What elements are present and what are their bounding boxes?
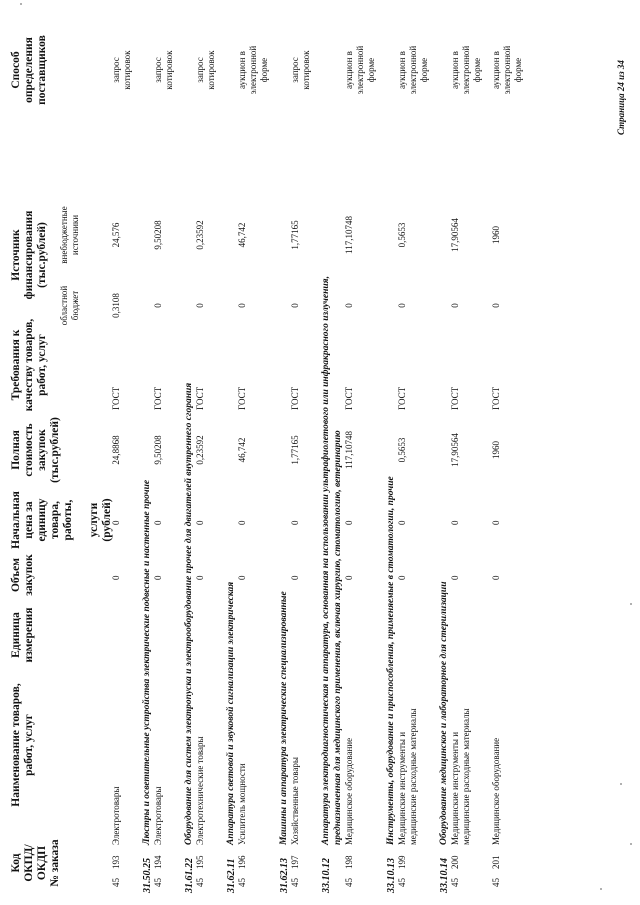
group-code: 31.61.22 xyxy=(184,858,195,893)
row-name: медицинские расходные материалы xyxy=(461,708,471,845)
group-code: 33.10.14 xyxy=(439,858,450,893)
row-method: запрос xyxy=(111,57,121,83)
row-price: 0 xyxy=(237,520,247,525)
row-region: 45 xyxy=(290,878,300,887)
row-volume: 0 xyxy=(344,575,354,580)
header-name: работ, услуг xyxy=(23,714,35,776)
header-financing: Источник xyxy=(10,229,22,281)
header-requirements: Требования к xyxy=(10,329,22,401)
row-method: форме xyxy=(513,57,523,83)
scan-speck xyxy=(630,603,632,605)
header-requirements: работ, услуг xyxy=(36,334,48,396)
header-total: (тыс.рублей) xyxy=(49,417,61,483)
row-requirements: ГОСТ xyxy=(237,386,247,410)
row-method: электронной xyxy=(461,45,471,95)
row-fin-regional: 0 xyxy=(153,303,163,308)
row-requirements: ГОСТ xyxy=(111,386,121,410)
row-number: 196 xyxy=(237,855,247,869)
row-number: 195 xyxy=(195,855,205,869)
row-volume: 0 xyxy=(450,575,460,580)
row-fin-extra: 1960 xyxy=(491,226,501,244)
header-unit: измерения xyxy=(23,607,35,663)
row-method: котировок xyxy=(164,50,174,90)
row-method: котировок xyxy=(122,50,132,90)
row-total: 0,23592 xyxy=(195,435,205,465)
row-method: форме xyxy=(419,57,429,83)
row-total: 117,10748 xyxy=(344,431,354,469)
row-region: 45 xyxy=(153,878,163,887)
header-name: Наименование товаров, xyxy=(10,683,22,807)
row-fin-regional: 0,3108 xyxy=(111,293,121,318)
row-name: Усилитель мощности xyxy=(237,763,247,845)
row-method: запрос xyxy=(195,57,205,83)
row-fin-extra: 117,10748 xyxy=(344,216,354,254)
header-financing: финансирования xyxy=(23,210,35,300)
header-total: стоимость xyxy=(23,423,35,477)
row-region: 45 xyxy=(237,878,247,887)
row-price: 0 xyxy=(344,520,354,525)
row-total: 0,5653 xyxy=(397,437,407,463)
row-volume: 0 xyxy=(237,575,247,580)
row-method: форме xyxy=(472,57,482,83)
header-method: поставщиков xyxy=(36,35,48,105)
row-requirements: ГОСТ xyxy=(491,386,501,410)
row-method: аукцион в xyxy=(397,51,407,89)
row-region: 45 xyxy=(450,878,460,887)
row-number: 201 xyxy=(491,855,501,869)
row-number: 198 xyxy=(344,855,354,869)
row-method: электронной xyxy=(355,45,365,95)
row-number: 199 xyxy=(397,855,407,869)
row-region: 45 xyxy=(195,878,205,887)
row-price: 0 xyxy=(491,520,501,525)
row-fin-regional: 0 xyxy=(491,303,501,308)
row-requirements: ГОСТ xyxy=(397,386,407,410)
row-name: Электротовары xyxy=(153,786,163,845)
row-requirements: ГОСТ xyxy=(344,386,354,410)
row-method: аукцион в xyxy=(450,51,460,89)
header-unit: Единица xyxy=(10,612,22,658)
row-method: аукцион в xyxy=(237,51,247,89)
row-fin-regional: 0 xyxy=(450,303,460,308)
row-region: 45 xyxy=(344,878,354,887)
row-method: электронной xyxy=(502,45,512,95)
group-title: Люстры и осветительные устройства электрические подвесные и настенные прочие xyxy=(142,479,152,845)
row-name: Хозяйственные товары xyxy=(290,757,300,845)
header-method: Способ xyxy=(10,51,22,89)
group-title: Оборудование для систем электропуска и электрооборудование прочее для двигателей внутреннего сгорания xyxy=(184,382,194,845)
row-method: котировок xyxy=(301,50,311,90)
scan-speck xyxy=(600,888,602,890)
row-price: 0 xyxy=(153,520,163,525)
row-region: 45 xyxy=(111,878,121,887)
row-fin-extra: 24,576 xyxy=(111,222,121,248)
row-total: 1,77165 xyxy=(290,435,300,465)
row-name: Медицинское оборудование xyxy=(344,737,354,845)
header-volume: закупок xyxy=(23,554,35,596)
header-code: Код xyxy=(10,853,22,873)
row-region: 45 xyxy=(397,878,407,887)
scan-speck xyxy=(620,783,622,785)
row-total: 17,90564 xyxy=(450,433,460,467)
row-volume: 0 xyxy=(290,575,300,580)
row-total: 24,8868 xyxy=(111,435,121,465)
header-fin-extra: источники xyxy=(70,214,80,256)
scan-speck xyxy=(20,3,22,5)
row-name: медицинские расходные материалы xyxy=(408,708,418,845)
row-requirements: ГОСТ xyxy=(450,386,460,410)
row-price: 0 xyxy=(450,520,460,525)
header-requirements: качеству товаров, xyxy=(23,318,35,412)
row-method: запрос xyxy=(290,57,300,83)
row-fin-extra: 17,90564 xyxy=(450,218,460,252)
header-volume: Объем xyxy=(10,557,22,593)
row-price: 0 xyxy=(397,520,407,525)
row-method: котировок xyxy=(206,50,216,90)
row-requirements: ГОСТ xyxy=(153,386,163,410)
row-fin-regional: 0 xyxy=(237,303,247,308)
group-title: Инструменты, оборудование и приспособления, применяемые в стоматологии, прочие xyxy=(386,476,396,845)
row-method: аукцион в xyxy=(344,51,354,89)
header-fin-regional: бюджет xyxy=(70,290,80,321)
header-code: ОКПД/ xyxy=(23,844,35,882)
row-fin-extra: 0,5653 xyxy=(397,222,407,248)
row-fin-extra: 9,50208 xyxy=(153,220,163,250)
group-code: 31.62.11 xyxy=(226,858,237,893)
header-fin-regional: областной xyxy=(59,285,69,326)
header-financing: (тыс.рублей) xyxy=(36,222,48,288)
header-price: (рублей) xyxy=(101,498,113,542)
header-price: работы, xyxy=(62,499,74,541)
row-number: 193 xyxy=(111,855,121,869)
row-region: 45 xyxy=(491,878,501,887)
row-name: Электротовары xyxy=(111,786,121,845)
group-title: Оборудование медицинское и лабораторное для стерилизации xyxy=(439,581,449,845)
scan-speck xyxy=(630,843,632,845)
header-total: закупок xyxy=(36,429,48,471)
header-total: Полная xyxy=(10,430,22,470)
row-fin-regional: 0 xyxy=(397,303,407,308)
group-code: 33.10.12 xyxy=(321,858,332,893)
row-number: 194 xyxy=(153,855,163,869)
row-volume: 0 xyxy=(491,575,501,580)
page-number: Страница 24 из 34 xyxy=(616,60,626,135)
row-name: Медицинское оборудование xyxy=(491,737,501,845)
row-name: Медицинские инструменты и xyxy=(397,731,407,845)
row-fin-regional: 0 xyxy=(195,303,205,308)
row-method: форме xyxy=(366,57,376,83)
header-code: ОКДП xyxy=(36,845,48,881)
row-total: 1960 xyxy=(491,441,501,459)
row-fin-extra: 1,77165 xyxy=(290,220,300,250)
row-total: 9,50208 xyxy=(153,435,163,465)
row-volume: 0 xyxy=(397,575,407,580)
row-method: электронной xyxy=(248,45,258,95)
group-code: 31.62.13 xyxy=(279,858,290,893)
header-price: Начальная xyxy=(10,491,22,549)
group-title: Машины и аппаратура электрические специализированные xyxy=(279,591,289,845)
row-number: 200 xyxy=(450,855,460,869)
header-price: товара, xyxy=(49,501,61,539)
header-method: определения xyxy=(23,37,35,103)
row-name: Электротехнические товары xyxy=(195,736,205,845)
row-fin-regional: 0 xyxy=(290,303,300,308)
row-name: Медицинские инструменты и xyxy=(450,731,460,845)
row-method: форме xyxy=(259,57,269,83)
row-total: 46,742 xyxy=(237,437,247,463)
header-fin-extra: внебюджетные xyxy=(59,206,69,264)
row-price: 0 xyxy=(111,520,121,525)
row-price: 0 xyxy=(195,520,205,525)
row-requirements: ГОСТ xyxy=(290,386,300,410)
row-requirements: ГОСТ xyxy=(195,386,205,410)
header-price: услуги xyxy=(88,502,100,538)
row-method: запрос xyxy=(153,57,163,83)
row-volume: 0 xyxy=(153,575,163,580)
row-volume: 0 xyxy=(111,575,121,580)
row-fin-regional: 0 xyxy=(344,303,354,308)
group-title: Аппаратура электродиагностическая и аппаратура, основанная на использовании ультрафиолетового или инфракрасного излучения, xyxy=(321,276,331,845)
row-method: аукцион в xyxy=(491,51,501,89)
row-volume: 0 xyxy=(195,575,205,580)
group-title: предназначенная для медицинского применения, включая хирургию, стоматологию, ветеринарию xyxy=(333,430,343,845)
row-number: 197 xyxy=(290,855,300,869)
row-fin-extra: 46,742 xyxy=(237,222,247,248)
row-fin-extra: 0,23592 xyxy=(195,220,205,250)
header-price: цена за xyxy=(23,501,35,539)
group-code: 33.10.13 xyxy=(386,858,397,893)
group-code: 31.50.25 xyxy=(142,858,153,893)
header-code: № заказа xyxy=(49,839,61,887)
group-title: Аппаратура световой и звуковой сигнализации электрическая xyxy=(226,581,236,845)
header-price: единицу xyxy=(36,498,48,542)
row-price: 0 xyxy=(290,520,300,525)
row-method: электронной xyxy=(408,45,418,95)
